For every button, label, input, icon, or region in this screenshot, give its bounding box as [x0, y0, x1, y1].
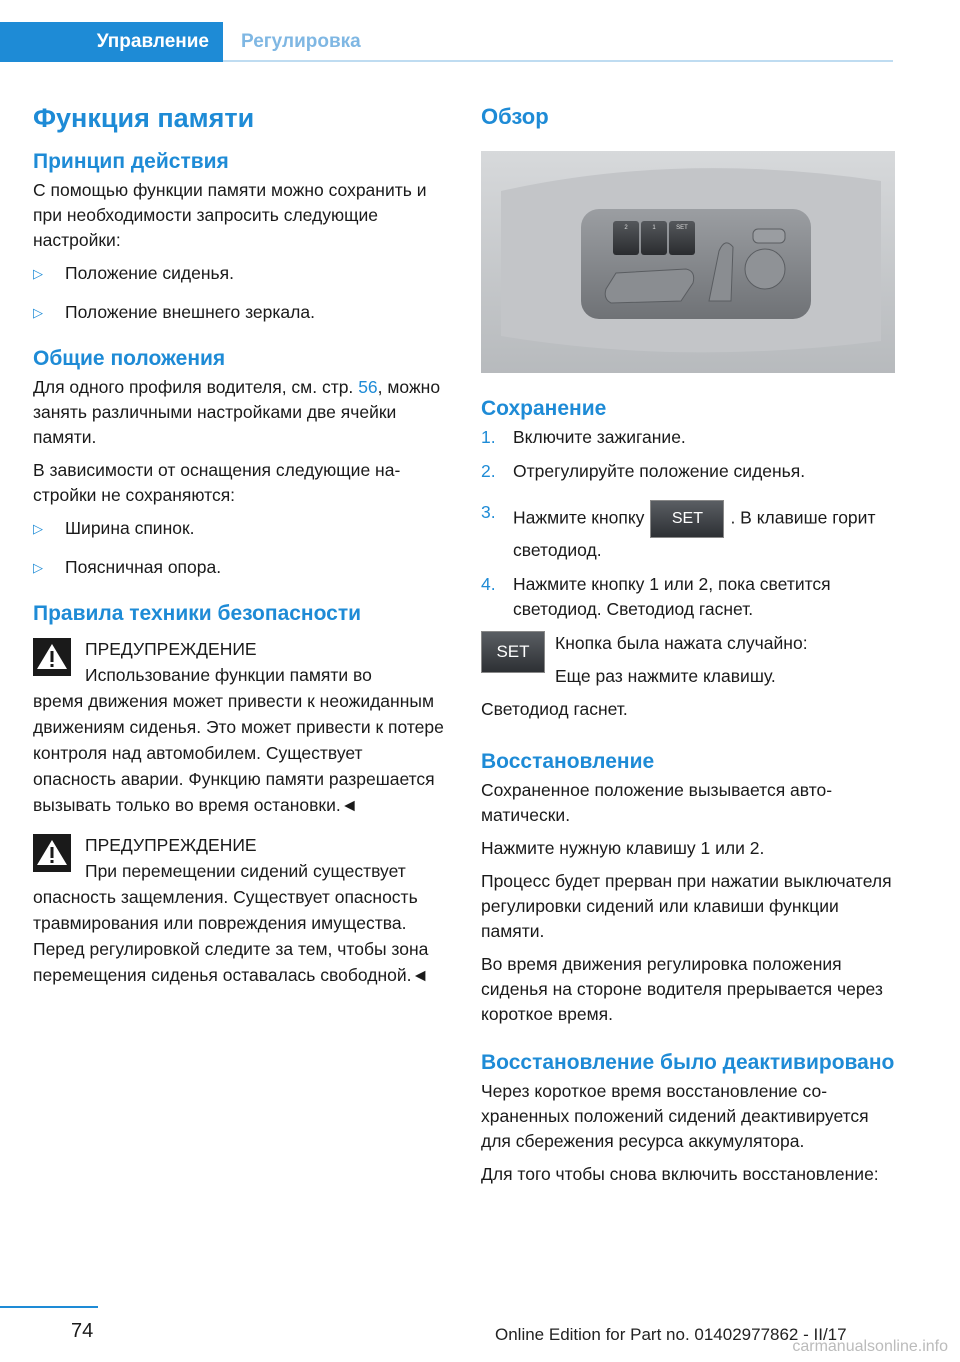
set-button-icon: SET — [650, 500, 724, 538]
tab-regulirovka[interactable]: Регулировка — [241, 31, 361, 52]
warning-triangle-icon — [33, 638, 71, 676]
warning-text: опасность защемления. Существует опасность травмирования или повреждения имущества. Перед регулировкой следите за тем, чтобы зона перемещения сиденья оставалась свободной.◄ — [33, 887, 429, 985]
section-heading-overview: Обзор — [481, 104, 549, 129]
page-reference-link[interactable]: 56 — [358, 377, 378, 397]
triangle-bullet-icon: ▷ — [33, 266, 43, 281]
set-button-label: SET — [676, 225, 688, 231]
step-item: 3. Нажмите кнопку SET . В клавише горит светодиод. — [481, 502, 876, 560]
accidental-line-1: Кнопка была нажата случайно: — [555, 633, 808, 653]
section-heading-save: Сохранение — [481, 397, 607, 420]
warning-lead: Использование функции памяти во — [85, 665, 372, 685]
step-item: 1. Включите зажигание. — [481, 427, 686, 447]
principle-text: С помощью функции памяти можно сохранить и при необходимости запросить следующие настройки: — [33, 180, 427, 250]
header — [0, 22, 893, 62]
warning-text: время движения может привести к неожиданным движениям сиденья. Это может привести к потере контроля над автомобилем. Существует опасность аварии. Функцию памяти разрешается вызывать только во время остановки.◄ — [33, 691, 444, 815]
warning-block-1 — [33, 636, 447, 818]
step-item: 4. Нажмите кнопку 1 или 2, пока светится светодиод. Светодиод гаснет. — [481, 574, 831, 619]
seat-controls-photo — [481, 151, 895, 373]
accidental-note — [481, 631, 895, 689]
section-heading-deactivated: Восстановление было деактивировано — [481, 1051, 895, 1074]
warning-title: ПРЕДУПРЕЖДЕНИЕ — [85, 835, 257, 855]
section-heading-principle: Принцип действия — [33, 150, 229, 173]
memory-button-2-label: 2 — [624, 225, 628, 231]
page-number: 74 — [71, 1320, 94, 1342]
restore-text-3: Процесс будет прерван при нажатии выключателя регулировки сидений или клавиши функции памяти. — [481, 871, 892, 941]
watermark: carmanualsonline.info — [792, 1338, 948, 1355]
left-column — [33, 100, 447, 998]
right-column — [481, 100, 895, 1195]
warning-lead: При перемещении сидений существует — [85, 861, 406, 881]
edition-note: Online Edition for Part no. 01402977862 - II/17 — [495, 1325, 847, 1344]
deactivated-text-2: Для того чтобы снова включить восстановление: — [481, 1164, 879, 1184]
warning-title: ПРЕДУПРЕЖДЕНИЕ — [85, 639, 257, 659]
header-divider — [223, 60, 893, 62]
warning-triangle-icon — [33, 834, 71, 872]
section-heading-safety: Правила техники безопасности — [33, 602, 362, 625]
triangle-bullet-icon: ▷ — [33, 305, 43, 320]
tab-upravlenie[interactable]: Управление — [0, 22, 223, 62]
warning-block-2 — [33, 832, 447, 988]
accidental-line-2: Еще раз нажмите клавишу. — [555, 666, 776, 686]
triangle-bullet-icon: ▷ — [33, 560, 43, 575]
footer-divider — [0, 1306, 98, 1308]
list-item: ▷ Ширина спинок. — [33, 516, 447, 541]
page-title: Функция памяти — [33, 103, 255, 133]
list-item: ▷ Положение внешнего зеркала. — [33, 300, 447, 325]
restore-text-1: Сохраненное положение вызывается автоматически. — [481, 780, 833, 825]
general-text: Для одного профиля водителя, см. стр. 56, можно занять различными настройками две ячейки памяти. — [33, 377, 441, 447]
restore-text-4: Во время движения регулировка положения сиденья на стороне водителя прерывается через короткое время. — [481, 954, 883, 1024]
led-off-text: Светодиод гаснет. — [481, 699, 628, 719]
seat-controls-illustration — [481, 151, 895, 373]
set-button-icon: SET — [481, 631, 545, 673]
memory-button-1-label: 1 — [652, 225, 656, 231]
restore-text-2: Нажмите нужную клавишу 1 или 2. — [481, 838, 765, 858]
general-text-2: В зависимости от оснащения следующие настройки не сохраняются: — [33, 460, 401, 505]
section-heading-general: Общие положения — [33, 347, 226, 370]
step-item: 2. Отрегулируйте положение сиденья. — [481, 461, 806, 481]
deactivated-text-1: Через короткое время восстановление сохраненных положений сидений деактивируется для сбережения ресурса аккумулятора. — [481, 1081, 869, 1151]
triangle-bullet-icon: ▷ — [33, 521, 43, 536]
list-item: ▷ Положение сиденья. — [33, 261, 447, 286]
list-item: ▷ Поясничная опора. — [33, 555, 447, 580]
section-heading-restore: Восстановление — [481, 750, 655, 773]
